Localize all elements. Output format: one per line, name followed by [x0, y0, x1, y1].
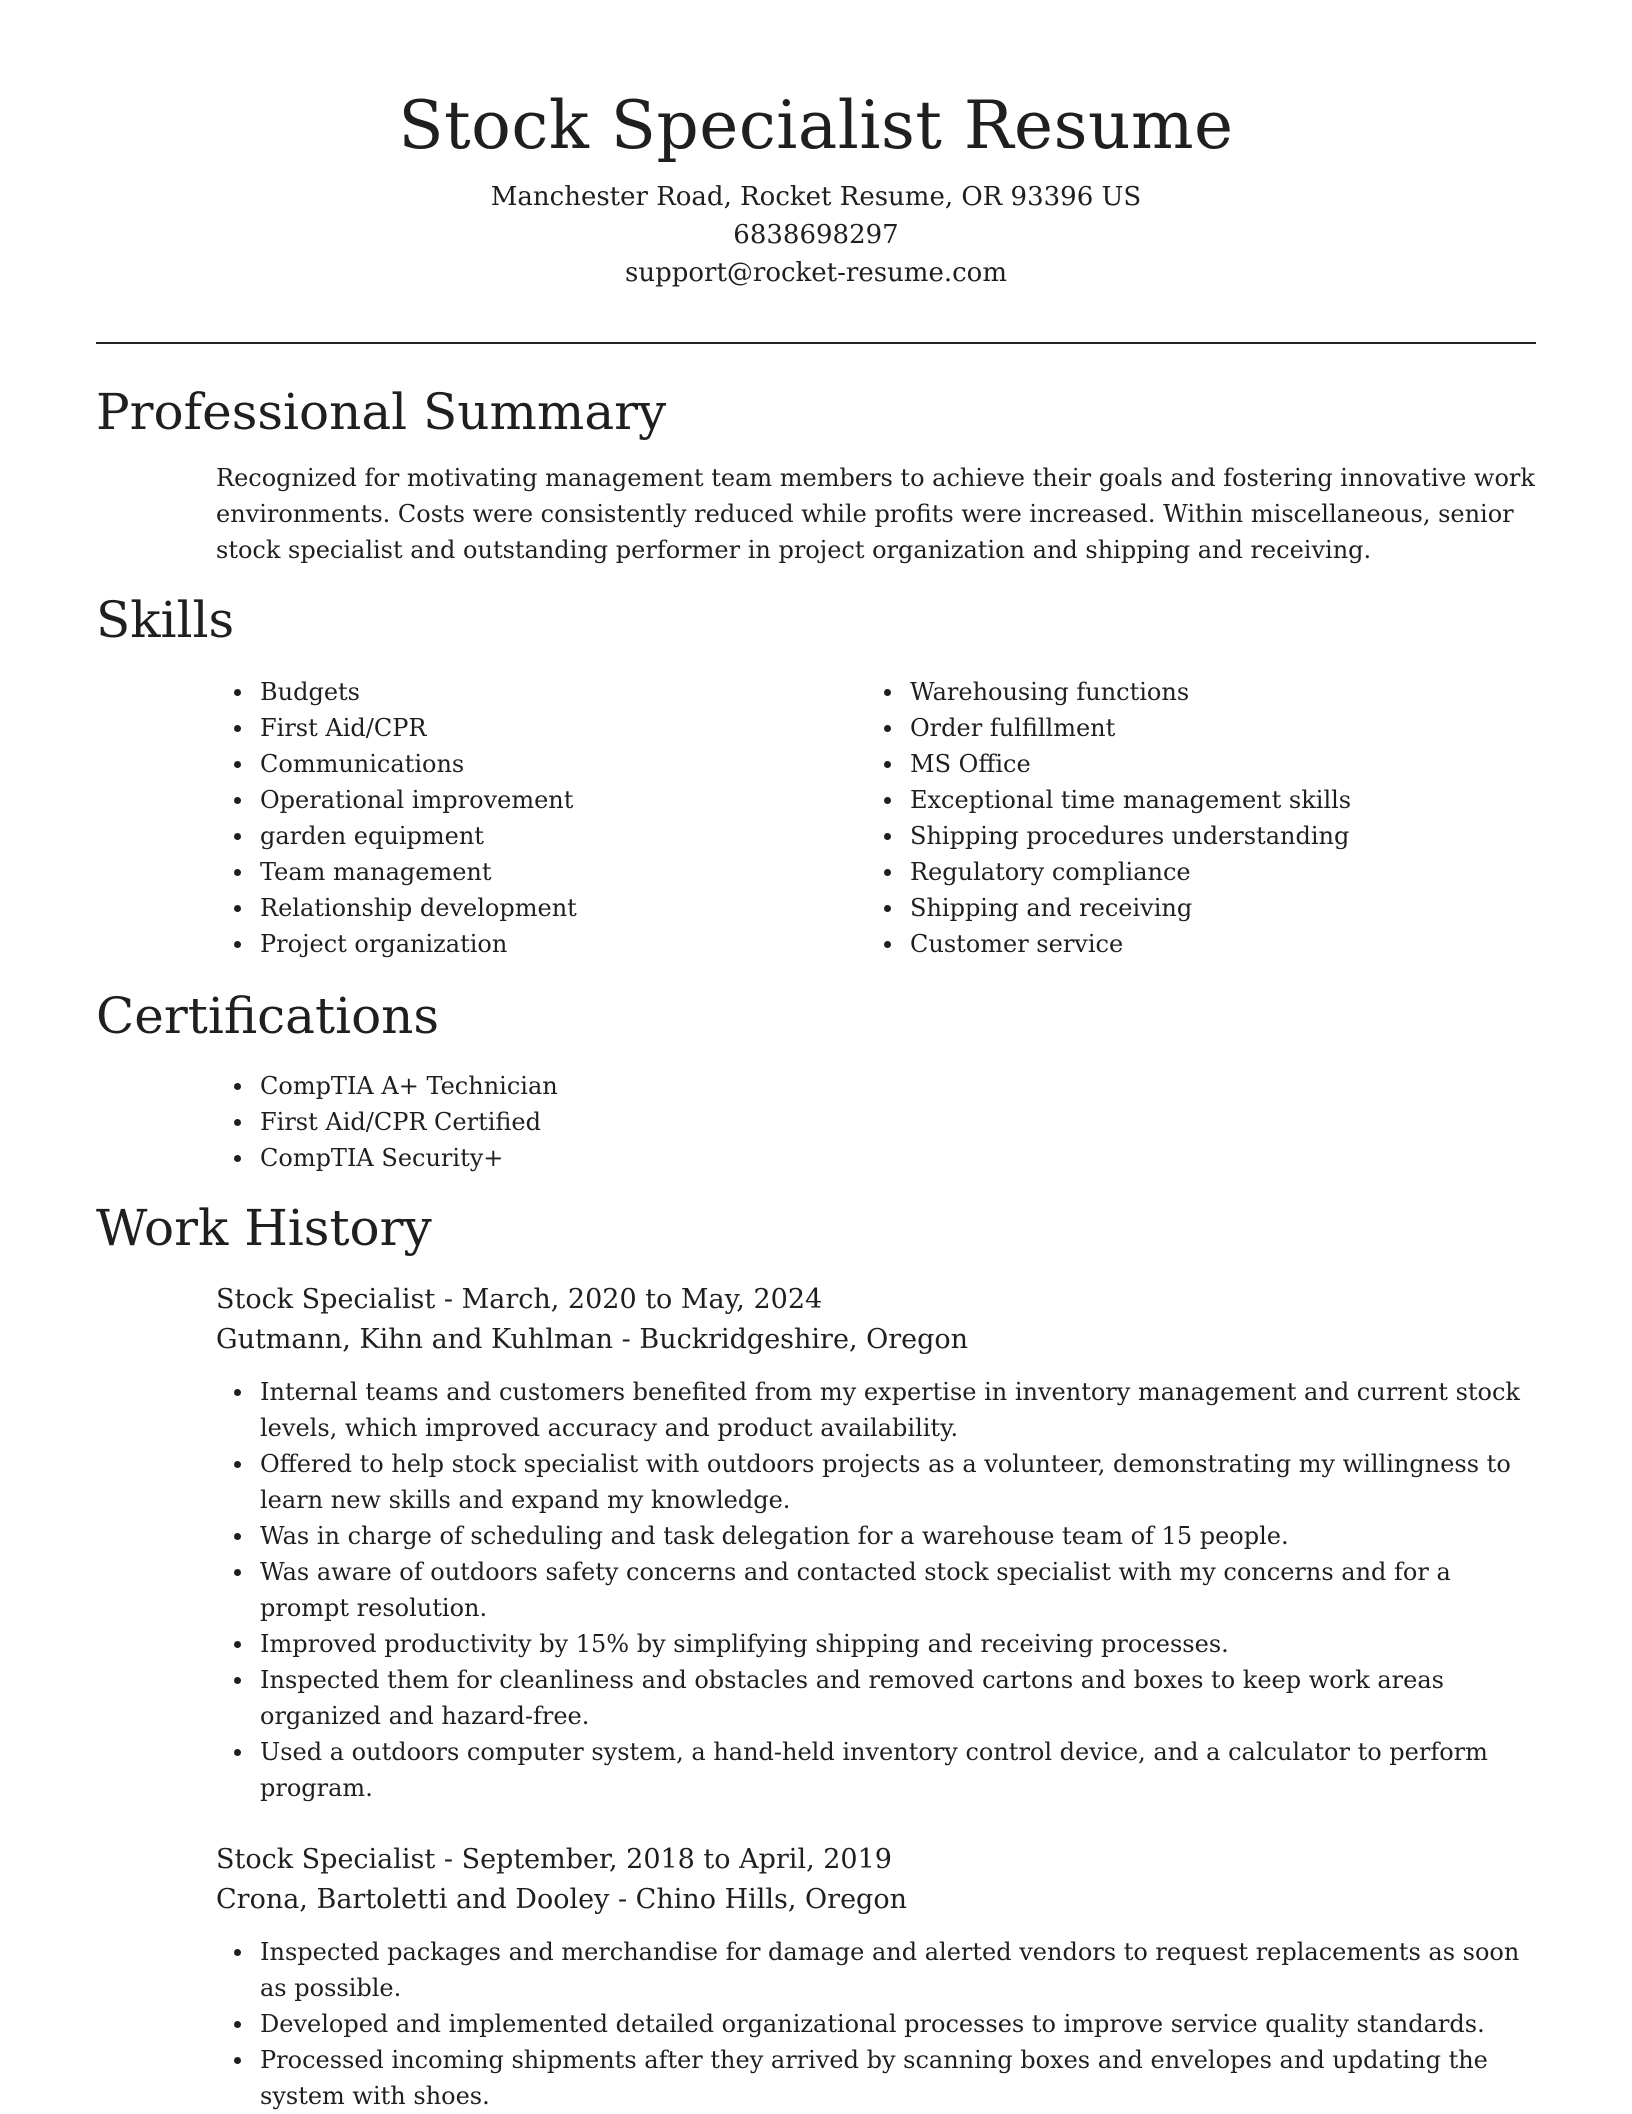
- job-bullet: Inspected them for cleanliness and obstacles and removed cartons and boxes to keep work areas organized and hazard-free.: [216, 1662, 1536, 1734]
- skills-heading: Skills: [96, 591, 235, 649]
- skill-item: Budgets: [216, 674, 836, 710]
- skill-item: MS Office: [866, 746, 1536, 782]
- contact-info: [0, 178, 1632, 292]
- job-bullets: [216, 1374, 1536, 1806]
- skill-item: Shipping procedures understanding: [866, 818, 1536, 854]
- skill-item: Regulatory compliance: [866, 854, 1536, 890]
- skill-item: garden equipment: [216, 818, 836, 854]
- contact-email[interactable]: support@rocket-resume.com: [624, 258, 1007, 288]
- job-separator: -: [617, 1884, 636, 1915]
- certification-item: CompTIA A+ Technician: [216, 1068, 1536, 1104]
- job-bullet: Processed incoming shipments after they arrived by scanning boxes and envelopes and updating the system with shoes.: [216, 2042, 1536, 2114]
- job-bullet: Internal teams and customers benefited from my expertise in inventory management and current stock levels, which improved accuracy and product availability.: [216, 1374, 1536, 1446]
- job-dates: March, 2020 to May, 2024: [461, 1284, 823, 1315]
- resume-title: Stock Specialist Resume: [398, 87, 1234, 164]
- contact-phone: 6838698297: [733, 220, 899, 250]
- summary-heading: Professional Summary: [96, 383, 667, 441]
- job-title-line: [216, 1280, 1536, 1320]
- skill-item: Customer service: [866, 926, 1536, 962]
- job-bullet: Developed and implemented detailed organizational processes to improve service quality standards.: [216, 2006, 1536, 2042]
- skill-item: Exceptional time management skills: [866, 782, 1536, 818]
- job-title: Stock Specialist: [216, 1284, 436, 1315]
- skills-list-right: [866, 674, 1536, 962]
- job-company-line: [216, 1880, 1536, 1920]
- job-dates: September, 2018 to April, 2019: [461, 1844, 892, 1875]
- job-bullet: Used a outdoors computer system, a hand-held inventory control device, and a calculator to perform program.: [216, 1734, 1536, 1806]
- job-bullet: Inspected packages and merchandise for damage and alerted vendors to request replacements as soon as possible.: [216, 1934, 1536, 2006]
- certifications-heading: Certifications: [96, 987, 440, 1045]
- job-bullet: Was aware of outdoors safety concerns and contacted stock specialist with my concerns and for a prompt resolution.: [216, 1554, 1536, 1626]
- certifications-list: [216, 1068, 1536, 1176]
- skill-item: Relationship development: [216, 890, 836, 926]
- job-title: Stock Specialist: [216, 1844, 436, 1875]
- contact-address: Manchester Road, Rocket Resume, OR 93396 US: [490, 182, 1142, 212]
- skills-list-left: [216, 674, 836, 962]
- resume-header: [0, 0, 1632, 292]
- skill-item: Project organization: [216, 926, 836, 962]
- skill-item: Order fulfillment: [866, 710, 1536, 746]
- job-company: Gutmann, Kihn and Kuhlman: [216, 1324, 614, 1355]
- job-bullets: [216, 1934, 1536, 2114]
- skill-item: First Aid/CPR: [216, 710, 836, 746]
- job-separator: -: [621, 1324, 640, 1355]
- skill-item: Warehousing functions: [866, 674, 1536, 710]
- job-entry: [216, 1280, 1536, 1806]
- job-location: Buckridgeshire, Oregon: [639, 1324, 969, 1355]
- skill-item: Operational improvement: [216, 782, 836, 818]
- job-bullet: Was in charge of scheduling and task delegation for a warehouse team of 15 people.: [216, 1518, 1536, 1554]
- job-company: Crona, Bartoletti and Dooley: [216, 1884, 610, 1915]
- work-history-heading: Work History: [96, 1199, 432, 1257]
- job-bullet: Offered to help stock specialist with outdoors projects as a volunteer, demonstrating my willingness to learn new skills and expand my knowledge.: [216, 1446, 1536, 1518]
- certification-item: First Aid/CPR Certified: [216, 1104, 1536, 1140]
- skill-item: Shipping and receiving: [866, 890, 1536, 926]
- job-separator: -: [443, 1284, 462, 1315]
- job-separator: -: [443, 1844, 462, 1875]
- skill-item: Communications: [216, 746, 836, 782]
- skill-item: Team management: [216, 854, 836, 890]
- certification-item: CompTIA Security+: [216, 1140, 1536, 1176]
- job-company-line: [216, 1320, 1536, 1360]
- job-location: Chino Hills, Oregon: [635, 1884, 907, 1915]
- job-bullet: Improved productivity by 15% by simplifying shipping and receiving processes.: [216, 1626, 1536, 1662]
- summary-text: Recognized for motivating management team members to achieve their goals and fostering innovative work environments. Costs were consistently reduced while profits were increased. Within miscellaneous, senior stock specialist and outstanding performer in project organization and shipping and receiving.: [216, 464, 1535, 564]
- job-title-line: [216, 1840, 1536, 1880]
- job-entry: [216, 1840, 1536, 2114]
- header-divider: [96, 342, 1536, 344]
